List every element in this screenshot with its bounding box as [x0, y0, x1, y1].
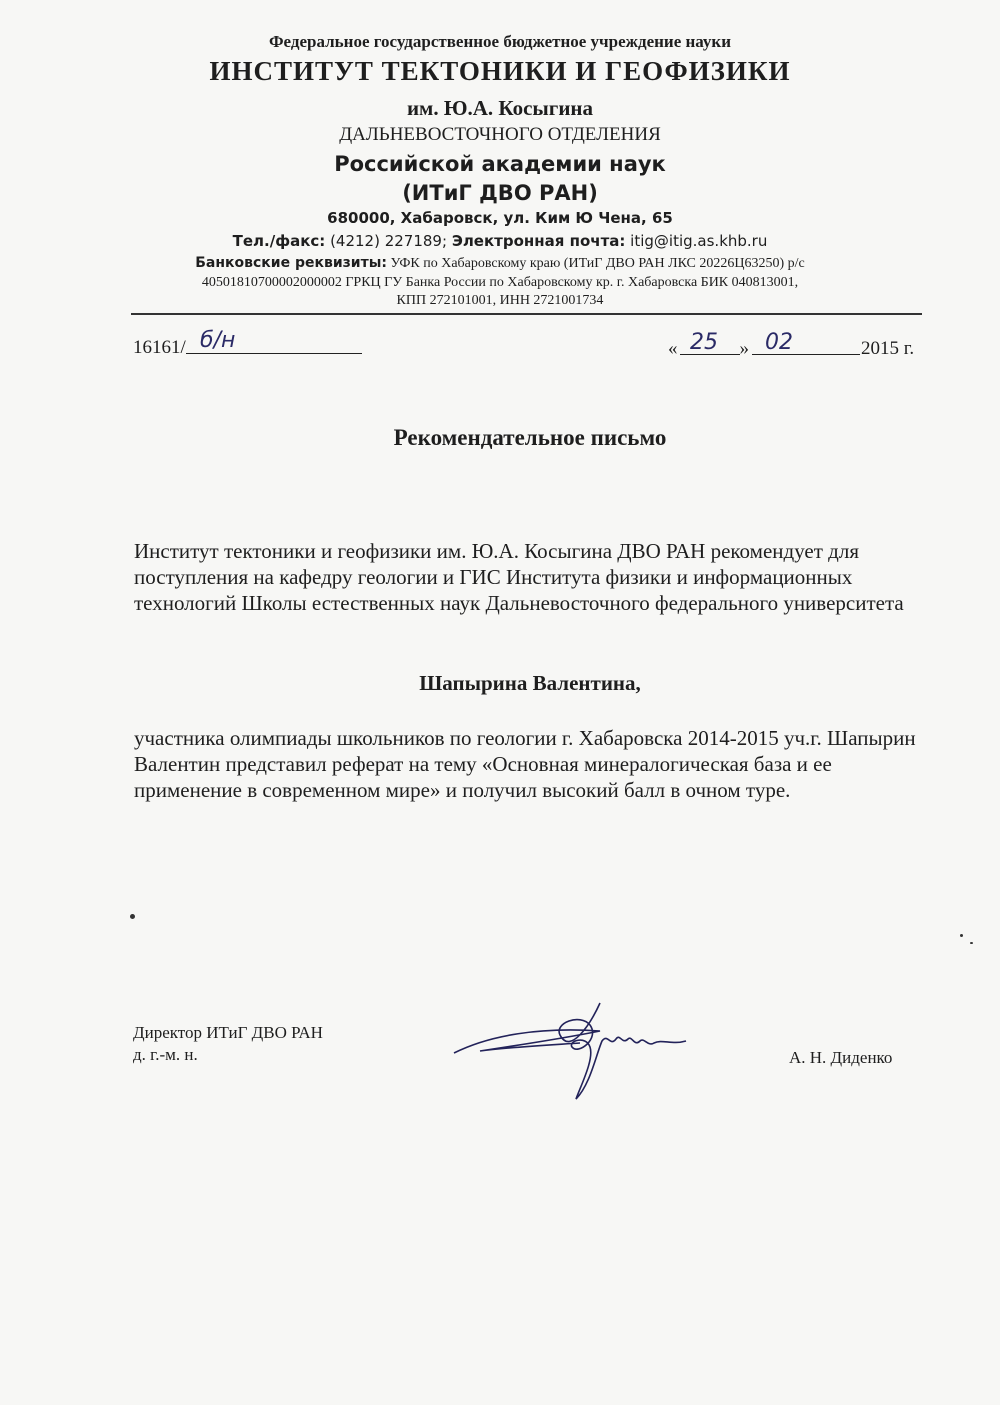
letter-title: Рекомендательное письмо	[393, 425, 667, 450]
bank-details-label: Банковские реквизиты:	[195, 255, 387, 271]
signatory-name: А. Н. Диденко	[789, 1048, 893, 1067]
phone-value: (4212) 227189;	[330, 232, 448, 250]
bank-details-line3: КПП 272101001, ИНН 2721001734	[396, 293, 604, 308]
bank-details-line2: 40501810700002000002 ГРКЦ ГУ Банка России по Хабаровскому кр. г. Хабаровска БИК 040813001,	[201, 275, 799, 290]
bank-details-line1	[0, 254, 1000, 273]
date-close-quote: »	[739, 338, 749, 359]
header-contacts	[0, 232, 1000, 250]
signatory-position	[133, 1022, 323, 1066]
date-day-handwritten: 25	[690, 330, 718, 355]
email-label: Электронная почта:	[451, 232, 626, 250]
signatory-title: Директор ИТиГ ДВО РАН	[133, 1023, 323, 1042]
header-abbreviation: (ИТиГ ДВО РАН)	[402, 181, 598, 205]
handwritten-signature	[450, 995, 690, 1110]
date-month-handwritten: 02	[765, 330, 793, 355]
bank-details-text1: УФК по Хабаровскому краю (ИТиГ ДВО РАН ЛКС 20226Ц63250) р/с	[390, 256, 805, 271]
date-open-quote: «	[668, 338, 678, 359]
signatory-degree: д. г.-м. н.	[133, 1045, 198, 1064]
header-named-after: им. Ю.А. Косыгина	[406, 96, 594, 120]
email-value: itig@itig.as.khb.ru	[630, 232, 768, 250]
header-institute-name: ИНСТИТУТ ТЕКТОНИКИ И ГЕОФИЗИКИ	[209, 56, 791, 86]
date-year: 2015 г.	[861, 338, 915, 359]
scan-speck	[970, 942, 973, 944]
phone-label: Тел./факс:	[232, 232, 326, 250]
letter-paragraph-2: участника олимпиады школьников по геологии г. Хабаровска 2014-2015 уч.г. Шапырин Валентин представил реферат на тему «Основная минералогическая база и ее применение в современном мире» и получил высокий балл в очном туре.	[134, 726, 916, 802]
reference-number: 16161/	[133, 337, 186, 358]
header-branch: ДАЛЬНЕВОСТОЧНОГО ОТДЕЛЕНИЯ	[339, 124, 661, 145]
reference-underline	[186, 353, 362, 354]
reference-handwritten: б/н	[200, 328, 236, 353]
candidate-name: Шапырина Валентина,	[419, 671, 641, 695]
header-address: 680000, Хабаровск, ул. Ким Ю Чена, 65	[327, 209, 673, 227]
letter-paragraph-1: Институт тектоники и геофизики им. Ю.А. Косыгина ДВО РАН рекомендует для поступления на кафедру геологии и ГИС Института физики и информационных технологий Школы естественных наук Дальневосточного федерального университета	[134, 539, 904, 615]
header-academy: Российской академии наук	[334, 152, 666, 176]
scan-speck	[130, 914, 135, 919]
scan-speck	[960, 934, 963, 937]
header-organization-type: Федеральное государственное бюджетное учреждение науки	[268, 32, 732, 51]
header-divider	[131, 313, 922, 315]
